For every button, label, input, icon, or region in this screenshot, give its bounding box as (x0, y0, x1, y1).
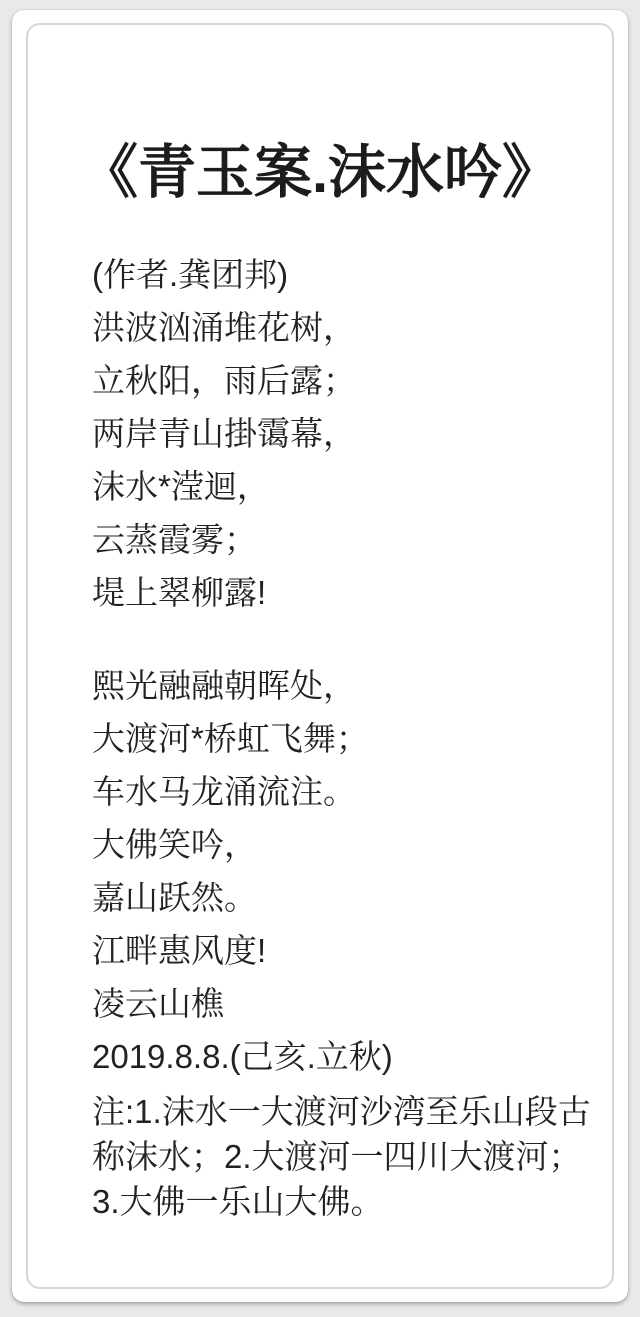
poem-line: 立秋阳，雨后露； (92, 362, 356, 399)
poem-line: 车水马龙涌流注。 (92, 773, 356, 810)
poem-line: 沫水*滢迴， (92, 468, 270, 505)
poem-line: 两岸青山掛霭幕， (92, 415, 356, 452)
poem-line: 熙光融融朝晖处， (92, 667, 356, 704)
poem-card (12, 10, 628, 1302)
poem-line: 嘉山跃然。 (92, 879, 257, 916)
poem-line: 大渡河*桥虹飞舞； (92, 720, 369, 757)
stanza-1 (12, 301, 628, 619)
stanza-2 (12, 659, 628, 977)
poem-line: 云蒸霞雾； (92, 521, 257, 558)
date-line: 2019.8.8.(己亥.立秋) (92, 1038, 393, 1075)
poem-line: 洪波汹涌堆花树， (92, 309, 356, 346)
poem-line: 堤上翠柳露! (92, 574, 267, 611)
author-line: (作者.龚团邦) (92, 256, 289, 293)
poem-title: 《青玉案.沫水吟》 (79, 140, 561, 205)
poem-content (12, 10, 628, 1224)
footnote: 注:1.沫水一大渡河沙湾至乐山段古称沫水；2.大渡河一四川大渡河；3.大佛一乐山大佛。 (92, 1093, 591, 1220)
poem-line: 江畔惠风度! (92, 932, 267, 969)
signature: 凌云山樵 (92, 985, 224, 1022)
poem-line: 大佛笑吟， (92, 826, 257, 863)
